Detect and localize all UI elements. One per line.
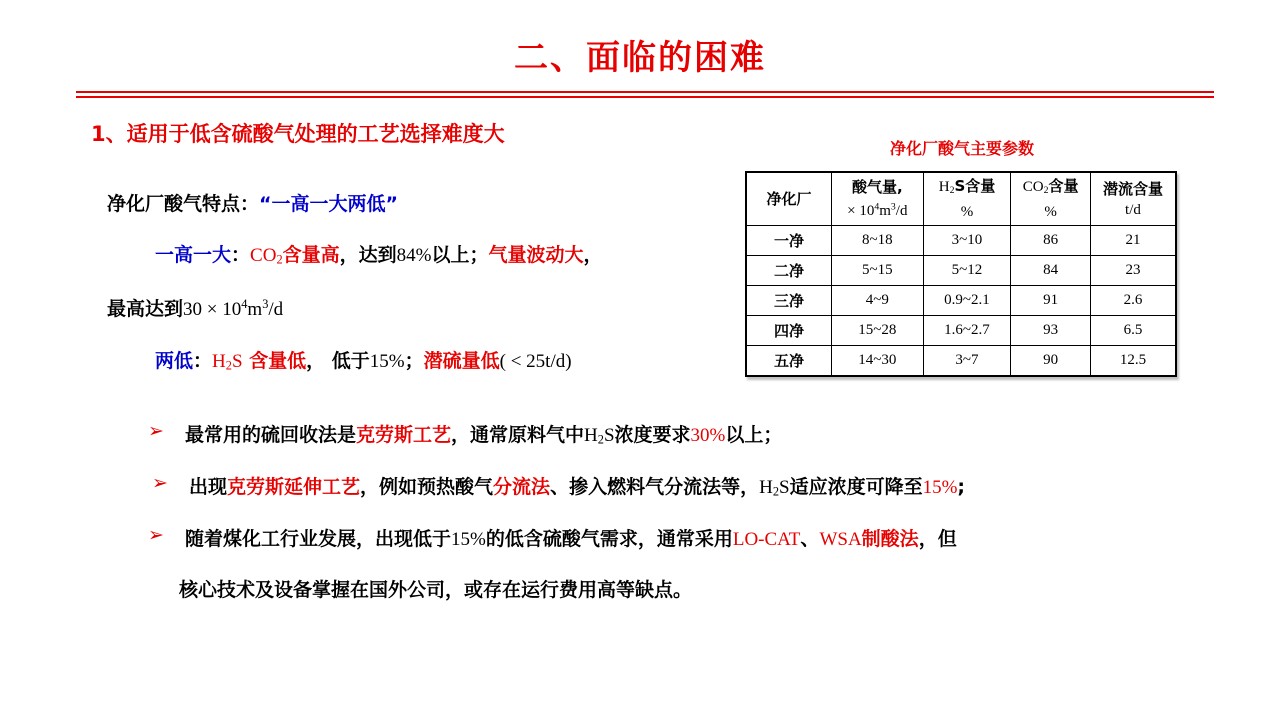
cell-co2: 93	[1011, 316, 1091, 346]
co2-subscript: 2	[1043, 184, 1049, 196]
table-row	[746, 316, 1176, 346]
h2s-content-label: S含量	[954, 177, 996, 196]
bullet-item-3-continuation: 核心技术及设备掌握在国外公司，或存在运行费用高等缺点。	[179, 579, 693, 601]
header-gas-volume-unit	[847, 203, 907, 219]
unit-m: m	[879, 202, 891, 219]
h2s-formula	[759, 477, 789, 498]
co2-content-label: 含量	[1048, 177, 1079, 196]
bullet-text: 出现	[189, 476, 228, 498]
cell-co2: 86	[1011, 226, 1091, 256]
unit-per-day: /d	[895, 202, 908, 219]
cell-plant: 三净	[746, 286, 831, 316]
lo-cat-method: LO-CAT	[732, 529, 801, 550]
h2s-subscript: 2	[949, 184, 955, 196]
bullet-text: 、掺入燃料气分流法等，	[550, 476, 760, 498]
unit-m: m	[247, 299, 263, 320]
co2-subscript: 2	[276, 252, 283, 267]
exp-3: 3	[262, 297, 269, 312]
h2s-subscript: 2	[225, 358, 232, 373]
cell-h2s: 1.6~2.7	[923, 316, 1011, 346]
cell-gas: 14~30	[831, 346, 923, 377]
h2s-subscript: 2	[772, 484, 779, 499]
comma: ，	[306, 350, 326, 372]
h2s-low-text: 含量低	[242, 350, 307, 372]
bullet-text: ，例如预热酸气	[360, 476, 494, 498]
per-day: /d	[268, 299, 284, 320]
title-divider-bottom	[76, 96, 1214, 98]
bullet-arrow-icon: ➢	[148, 420, 164, 442]
header-gas-volume-label: 酸气量,	[851, 178, 903, 197]
percent-value: 15%	[922, 477, 958, 498]
cell-sulfur: 12.5	[1090, 346, 1176, 377]
reach-text: ，达到	[339, 244, 397, 266]
unit-exp-4: 4	[874, 201, 880, 213]
table-row	[746, 256, 1176, 286]
table-header-row	[746, 172, 1176, 226]
bullet-text: 最常用的硫回收法是	[185, 424, 357, 446]
s-text: S	[231, 351, 243, 372]
co2-unit: %	[1044, 203, 1057, 220]
fluctuation-text: 气量波动大	[488, 244, 584, 266]
latent-sulfur-unit: t/d	[1125, 201, 1141, 218]
h2s-subscript: 2	[597, 432, 604, 447]
co2-label	[250, 245, 283, 266]
features-label-line	[107, 189, 398, 216]
acid-making-method: 制酸法	[861, 528, 919, 550]
cell-h2s: 5~12	[923, 256, 1011, 286]
bullet-item-2	[189, 472, 965, 499]
cell-plant: 五净	[746, 346, 831, 377]
bullet-item-1	[185, 420, 782, 447]
h-text: H	[759, 477, 773, 498]
header-co2	[1011, 172, 1091, 226]
exp-4: 4	[241, 297, 248, 312]
bullet-text: ，但	[918, 528, 957, 550]
cell-gas: 4~9	[831, 286, 923, 316]
h-text: H	[584, 425, 598, 446]
claus-extension-process: 克劳斯延伸工艺	[227, 476, 361, 498]
feature-line-3	[155, 346, 572, 373]
cell-plant: 四净	[746, 316, 831, 346]
table-row	[746, 286, 1176, 316]
s-text: S	[603, 425, 615, 446]
bullet-item-3	[185, 524, 957, 551]
features-quote: “一高一大两低”	[259, 193, 398, 215]
bullet-text: 随着煤化工行业发展，出现低于	[185, 528, 452, 550]
cell-h2s: 3~10	[923, 226, 1011, 256]
cell-sulfur: 21	[1090, 226, 1176, 256]
separator: 、	[800, 528, 820, 550]
h2s-unit: %	[960, 203, 974, 220]
feature-line-1	[155, 240, 603, 267]
bullet-text: ，通常原料气中	[451, 424, 585, 446]
semicolon: ；	[404, 350, 424, 372]
bullet-text: 以上；	[725, 424, 783, 446]
section-heading: 1、适用于低含硫酸气处理的工艺选择难度大	[91, 122, 505, 146]
cell-co2: 90	[1011, 346, 1091, 377]
latent-sulfur-low: 潜硫量低	[423, 350, 500, 372]
h-text: H	[212, 351, 226, 372]
co2-percent: 84%	[396, 245, 432, 266]
cell-gas: 5~15	[831, 256, 923, 286]
unit-multiplier: × 10	[847, 202, 875, 219]
co-text: CO	[250, 245, 277, 266]
cell-sulfur: 2.6	[1090, 286, 1176, 316]
split-flow-method: 分流法	[493, 476, 551, 498]
term-one-high-one-large: 一高一大	[155, 244, 232, 266]
cell-plant: 一净	[746, 226, 831, 256]
wsa-method: WSA	[819, 529, 862, 550]
header-h2s	[923, 172, 1011, 226]
header-plant: 净化厂	[746, 172, 831, 226]
page-title: 二、面临的困难	[514, 38, 766, 78]
percent-value: 15%	[451, 529, 486, 550]
bullet-arrow-icon: ➢	[152, 472, 168, 494]
bullet-arrow-icon: ➢	[148, 524, 164, 546]
max-reach-text: 最高达到	[107, 298, 184, 320]
h2s-formula	[584, 425, 614, 446]
cell-co2: 91	[1011, 286, 1091, 316]
bullet-text: 适应浓度可降至	[789, 476, 923, 498]
table-row	[746, 346, 1176, 377]
h2s-percent: 15%	[369, 351, 405, 372]
h2s-label	[212, 351, 242, 372]
below-text: 低于	[325, 350, 370, 372]
colon: ：	[231, 244, 251, 266]
cell-co2: 84	[1011, 256, 1091, 286]
percent-value: 30%	[690, 425, 726, 446]
unit-exp-3: 3	[890, 201, 896, 213]
cell-sulfur: 23	[1090, 256, 1176, 286]
cell-sulfur: 6.5	[1090, 316, 1176, 346]
header-latent-sulfur	[1090, 172, 1176, 226]
max-gas-number: 30 × 10	[183, 299, 242, 320]
term-two-low: 两低	[155, 350, 194, 372]
table-title: 净化厂酸气主要参数	[889, 139, 1034, 158]
co2-high-text: 含量高	[282, 244, 340, 266]
claus-process: 克劳斯工艺	[356, 424, 452, 446]
h-text: H	[938, 179, 950, 196]
title-divider-top	[76, 91, 1214, 93]
feature-line-2	[107, 294, 283, 321]
comma: ，	[583, 244, 603, 266]
s-text: S	[778, 477, 790, 498]
latent-sulfur-limit: ( < 25t/d)	[499, 351, 572, 372]
latent-sulfur-label: 潜流含量	[1102, 179, 1163, 198]
header-gas-volume	[831, 172, 923, 226]
table-row	[746, 226, 1176, 256]
bullet-text: 的低含硫酸气需求，通常采用	[485, 528, 733, 550]
max-gas-value	[183, 299, 283, 320]
bullet-text: ;	[957, 476, 966, 498]
cell-h2s: 0.9~2.1	[923, 286, 1011, 316]
above-text: 以上；	[431, 244, 489, 266]
co-text: CO	[1022, 179, 1044, 196]
cell-plant: 二净	[746, 256, 831, 286]
cell-gas: 8~18	[831, 226, 923, 256]
bullet-text: 浓度要求	[614, 424, 691, 446]
cell-h2s: 3~7	[923, 346, 1011, 377]
acid-gas-parameter-table	[745, 171, 1177, 377]
features-label: 净化厂酸气特点：	[107, 193, 260, 215]
colon: ：	[193, 350, 213, 372]
cell-gas: 15~28	[831, 316, 923, 346]
